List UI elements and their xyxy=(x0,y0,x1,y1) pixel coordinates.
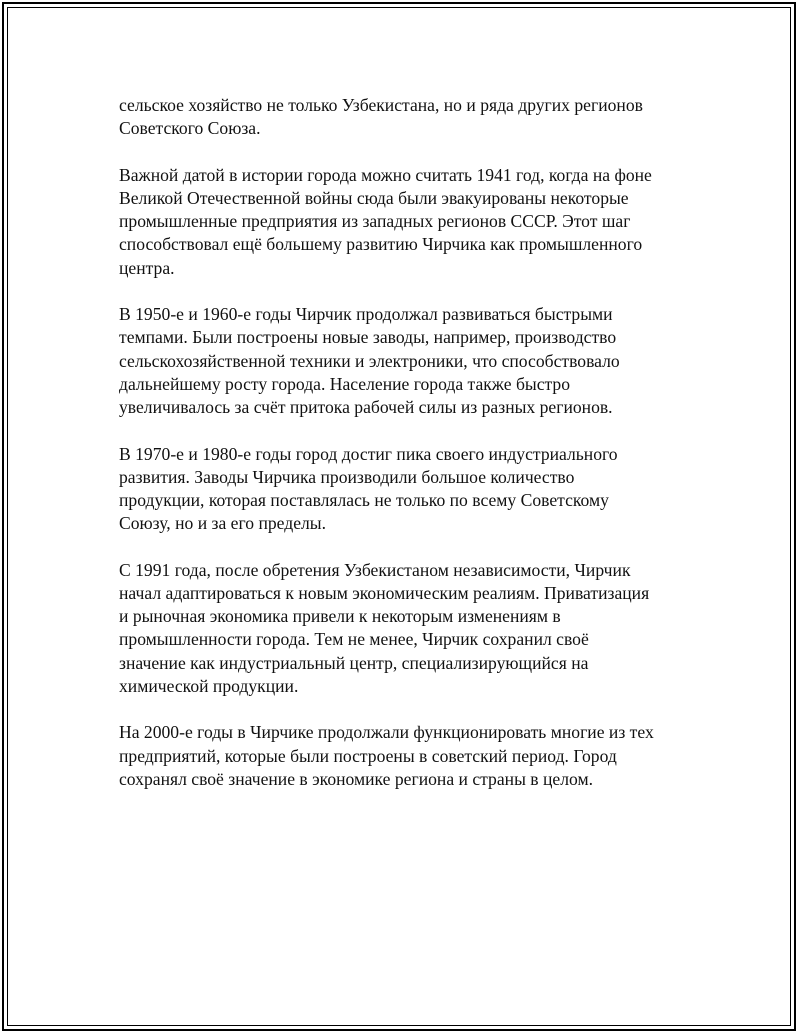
paragraph-4: В 1970-е и 1980-е годы город достиг пика своего индустриального развития. Заводы Чирчика производили большое количество продукции, которая поставлялась не только по всему Советскому Союзу, но и за его пределы. xyxy=(119,443,618,534)
paragraph-6: На 2000-е годы в Чирчике продолжали функционировать многие из тех предприятий, которые были построены в советский период. Город сохранял своё значение в экономике региона и страны в целом. xyxy=(119,722,654,789)
paragraph-5: С 1991 года, после обретения Узбекистаном независимости, Чирчик начал адаптироваться к новым экономическим реалиям. Приватизация и рыночная экономика привели к некоторым изменениям в промышленности города. Тем не менее, Чирчик сохранил своё значение как индустриальный центр, специализирующийся на химической продукции. xyxy=(119,559,650,696)
document-body xyxy=(119,94,699,814)
paragraph-3: В 1950-е и 1960-е годы Чирчик продолжал развиваться быстрыми темпами. Были построены новые заводы, например, производство сельскохозяйственной техники и электроники, что способствовало дальнейшему росту города. Население города также быстро увеличивалось за счёт притока рабочей силы из разных регионов. xyxy=(119,304,620,418)
paragraph-2: Важной датой в истории города можно считать 1941 год, когда на фоне Великой Отечественной войны сюда были эвакуированы некоторые промышленные предприятия из западных регионов СССР. Этот шаг способствовал ещё большему развитию Чирчика как промышленного центра. xyxy=(119,164,652,278)
paragraph-1: сельское хозяйство не только Узбекистана, но и ряда других регионов Советского Союза. xyxy=(119,95,643,139)
